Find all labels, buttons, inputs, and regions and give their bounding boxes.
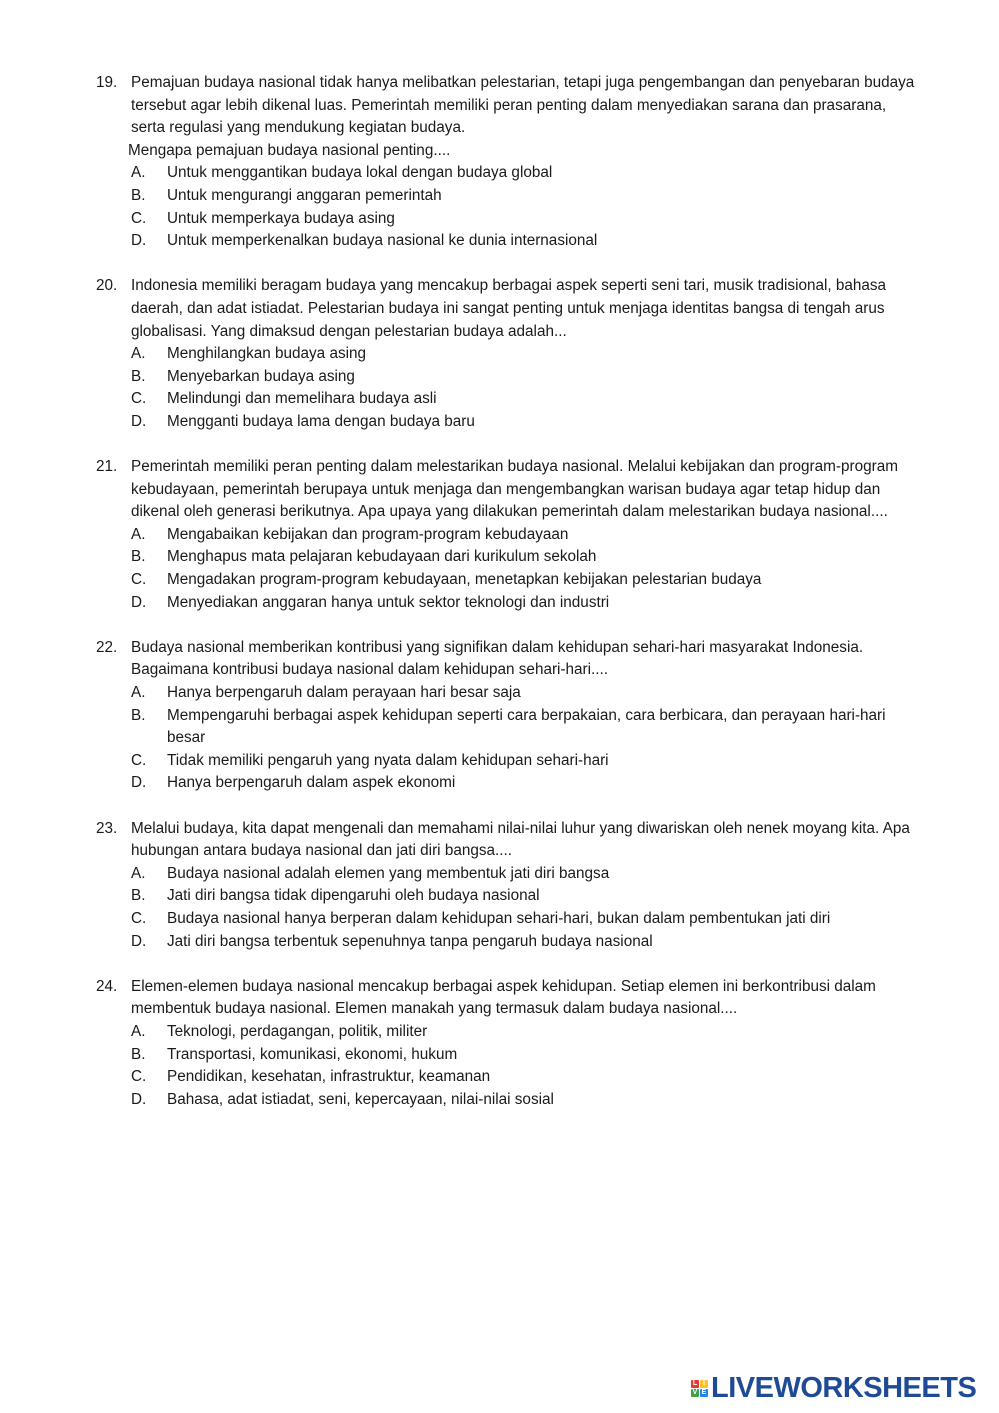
question-text: Pemerintah memiliki peran penting dalam melestarikan budaya nasional. Melalui kebijakan dan program-program kebudayaan, pemerintah berupaya untuk menjaga dan mengembangkan warisan budaya agar tetap hidup dan dikenal oleh generasi berikutnya. Apa upaya yang dilakukan pemerintah dalam melestarikan budaya nasional.... — [131, 458, 898, 521]
option-b[interactable] — [131, 705, 916, 750]
answer-options — [131, 682, 916, 795]
option-c[interactable] — [131, 208, 916, 231]
question-body — [128, 72, 916, 253]
option-text: Pendidikan, kesehatan, infrastruktur, keamanan — [167, 1068, 491, 1086]
option-d[interactable] — [131, 931, 916, 954]
option-text: Jati diri bangsa terbentuk sepenuhnya tanpa pengaruh budaya nasional — [167, 932, 653, 950]
badge-letter: E — [701, 1388, 707, 1396]
option-text: Transportasi, komunikasi, ekonomi, hukum — [167, 1045, 458, 1063]
question-text: Melalui budaya, kita dapat mengenali dan memahami nilai-nilai luhur yang diwariskan oleh nenek moyang kita. Apa hubungan antara budaya nasional dan jati diri bangsa.... — [131, 819, 910, 860]
question-text: Pemajuan budaya nasional tidak hanya melibatkan pelestarian, tetapi juga pengembangan dan penyebaran budaya tersebut agar lebih dikenal luas. Pemerintah memiliki peran penting dalam menyediakan sarana dan prasarana, serta regulasi yang mendukung kegiatan budaya. — [131, 74, 915, 137]
question-22 — [96, 637, 916, 795]
option-c[interactable] — [131, 908, 916, 931]
option-letter: C. — [131, 390, 147, 408]
option-d[interactable] — [131, 1089, 916, 1112]
option-letter: C. — [131, 571, 147, 589]
answer-options — [131, 343, 916, 433]
option-text: Menghapus mata pelajaran kebudayaan dari kurikulum sekolah — [167, 548, 597, 566]
option-text: Menyebarkan budaya asing — [167, 367, 355, 385]
option-text: Hanya berpengaruh dalam aspek ekonomi — [167, 774, 456, 792]
option-b[interactable] — [131, 546, 916, 569]
question-body — [131, 976, 916, 1112]
liveworksheets-logo — [691, 1374, 976, 1402]
answer-options — [131, 162, 916, 252]
option-letter: A. — [131, 164, 146, 182]
option-text: Jati diri bangsa tidak dipengaruhi oleh budaya nasional — [167, 887, 540, 905]
option-letter: B. — [131, 367, 146, 385]
question-text: Indonesia memiliki beragam budaya yang mencakup berbagai aspek seperti seni tari, musik tradisional, bahasa daerah, dan adat istiadat. Pelestarian budaya ini sangat penting untuk menjaga identitas bangsa di tengah arus globalisasi. Yang dimaksud dengan pelestarian budaya adalah... — [131, 277, 887, 340]
option-b[interactable] — [131, 366, 916, 389]
question-body — [131, 818, 916, 954]
question-number: 20. — [96, 277, 118, 295]
question-body — [131, 275, 916, 433]
option-text: Untuk mengurangi anggaran pemerintah — [167, 186, 442, 204]
option-letter: A. — [131, 345, 146, 363]
option-text: Bahasa, adat istiadat, seni, kepercayaan, nilai-nilai sosial — [167, 1090, 554, 1108]
worksheet — [96, 72, 916, 1134]
question-24 — [96, 976, 916, 1112]
option-letter: D. — [131, 1090, 147, 1108]
option-text: Mengabaikan kebijakan dan program-program kebudayaan — [167, 525, 569, 543]
option-d[interactable] — [131, 411, 916, 434]
option-text: Tidak memiliki pengaruh yang nyata dalam kehidupan sehari-hari — [167, 751, 609, 769]
answer-options — [131, 1021, 916, 1111]
option-text: Hanya berpengaruh dalam perayaan hari besar saja — [167, 684, 521, 702]
option-b[interactable] — [131, 185, 916, 208]
option-letter: C. — [131, 1068, 147, 1086]
question-number: 22. — [96, 638, 118, 656]
question-body — [131, 637, 916, 795]
option-letter: A. — [131, 864, 146, 882]
option-d[interactable] — [131, 772, 916, 795]
option-text: Untuk memperkaya budaya asing — [167, 209, 395, 227]
option-d[interactable] — [131, 592, 916, 615]
option-letter: D. — [131, 593, 147, 611]
logo-text: LIVEWORKSHEETS — [711, 1372, 977, 1404]
option-a[interactable] — [131, 524, 916, 547]
option-letter: B. — [131, 1045, 146, 1063]
badge-letter: V — [692, 1388, 698, 1396]
question-19 — [96, 72, 916, 253]
option-letter: C. — [131, 209, 147, 227]
option-a[interactable] — [131, 162, 916, 185]
option-letter: B. — [131, 548, 146, 566]
option-text: Menghilangkan budaya asing — [167, 345, 367, 363]
live-badge-icon — [691, 1380, 708, 1397]
option-c[interactable] — [131, 1066, 916, 1089]
option-text: Mempengaruhi berbagai aspek kehidupan seperti cara berpakaian, cara berbicara, dan perayaan hari-hari besar — [167, 706, 886, 747]
option-c[interactable] — [131, 388, 916, 411]
option-a[interactable] — [131, 1021, 916, 1044]
question-text: Elemen-elemen budaya nasional mencakup berbagai aspek kehidupan. Setiap elemen ini berkontribusi dalam membentuk budaya nasional. Elemen manakah yang termasuk dalam budaya nasional.... — [131, 977, 876, 1018]
badge-letter: I — [700, 1380, 708, 1388]
option-text: Melindungi dan memelihara budaya asli — [167, 390, 437, 408]
option-letter: D. — [131, 774, 147, 792]
option-b[interactable] — [131, 1044, 916, 1067]
option-b[interactable] — [131, 885, 916, 908]
question-number: 24. — [96, 977, 118, 995]
option-letter: C. — [131, 909, 147, 927]
option-letter: A. — [131, 525, 146, 543]
question-prompt: Mengapa pemajuan budaya nasional penting.... — [128, 141, 451, 159]
option-letter: D. — [131, 932, 147, 950]
question-body — [131, 456, 916, 614]
question-number: 21. — [96, 458, 118, 476]
question-number: 23. — [96, 819, 118, 837]
answer-options — [131, 524, 916, 614]
option-letter: B. — [131, 706, 146, 724]
answer-options — [131, 863, 916, 953]
option-text: Mengadakan program-program kebudayaan, menetapkan kebijakan pelestarian budaya — [167, 571, 762, 589]
option-c[interactable] — [131, 750, 916, 773]
option-d[interactable] — [131, 230, 916, 253]
question-text: Budaya nasional memberikan kontribusi yang signifikan dalam kehidupan sehari-hari masyarakat Indonesia. Bagaimana kontribusi budaya nasional dalam kehidupan sehari-hari.... — [131, 638, 864, 679]
option-a[interactable] — [131, 343, 916, 366]
question-23 — [96, 818, 916, 954]
option-letter: A. — [131, 684, 146, 702]
option-text: Teknologi, perdagangan, politik, militer — [167, 1022, 428, 1040]
option-letter: B. — [131, 887, 146, 905]
question-number: 19. — [96, 74, 118, 91]
option-letter: A. — [131, 1022, 146, 1040]
option-text: Mengganti budaya lama dengan budaya baru — [167, 412, 475, 430]
option-a[interactable] — [131, 682, 916, 705]
option-text: Untuk memperkenalkan budaya nasional ke dunia internasional — [167, 232, 598, 250]
option-letter: D. — [131, 412, 147, 430]
question-21 — [96, 456, 916, 614]
option-a[interactable] — [131, 863, 916, 886]
option-text: Budaya nasional hanya berperan dalam kehidupan sehari-hari, bukan dalam pembentukan jati diri — [167, 909, 831, 927]
option-text: Untuk menggantikan budaya lokal dengan budaya global — [167, 164, 553, 182]
badge-letter: L — [692, 1379, 698, 1387]
option-letter: C. — [131, 751, 147, 769]
option-text: Menyediakan anggaran hanya untuk sektor teknologi dan industri — [167, 593, 610, 611]
option-text: Budaya nasional adalah elemen yang membentuk jati diri bangsa — [167, 864, 610, 882]
option-letter: D. — [131, 232, 147, 250]
question-20 — [96, 275, 916, 433]
option-letter: B. — [131, 186, 146, 204]
option-c[interactable] — [131, 569, 916, 592]
